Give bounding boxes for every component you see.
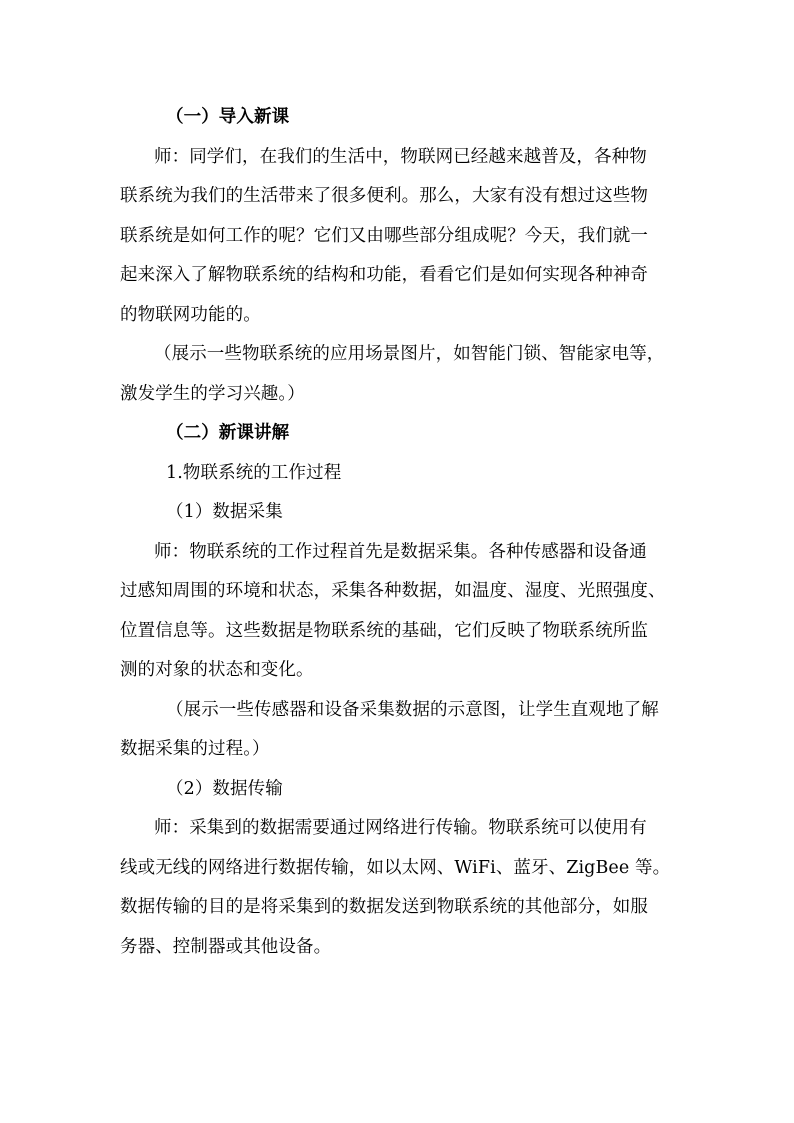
paragraph-line: 起来深入了解物联系统的结构和功能，看看它们是如何实现各种神奇 <box>120 265 648 285</box>
section-heading-lecture: （二）新课讲解 <box>166 423 290 443</box>
paragraph-line: 的物联网功能的。 <box>120 304 261 325</box>
paragraph-line: （展示一些物联系统的应用场景图片，如智能门锁、智能家电等， <box>154 344 665 364</box>
paragraph-line: 数据采集的过程。） <box>120 739 270 759</box>
paragraph-line: 务器、控制器或其他设备。 <box>120 936 332 957</box>
paragraph-line: 数据传输的目的是将采集到的数据发送到物联系统的其他部分，如服 <box>120 897 648 917</box>
paragraph-line: 师：采集到的数据需要通过网络进行传输。物联系统可以使用有 <box>154 818 647 838</box>
subheading-work-process: 1.物联系统的工作过程 <box>166 462 342 483</box>
paragraph-line: 师：物联系统的工作过程首先是数据采集。各种传感器和设备通 <box>154 541 647 562</box>
paragraph-line: 过感知周围的环境和状态，采集各种数据，如温度、湿度、光照强度、 <box>120 581 666 601</box>
section-heading-intro: （一）导入新课 <box>166 107 290 127</box>
document-body <box>120 98 676 967</box>
subheading-data-transmission: （2）数据传输 <box>166 778 283 799</box>
paragraph-line: 线或无线的网络进行数据传输，如以太网、WiFi、蓝牙、ZigBee 等。 <box>120 857 671 878</box>
paragraph-line: 激发学生的学习兴趣。） <box>120 383 305 404</box>
paragraph-line: 位置信息等。这些数据是物联系统的基础，它们反映了物联系统所监 <box>120 620 648 641</box>
paragraph-line: 师：同学们，在我们的生活中，物联网已经越来越普及，各种物 <box>154 146 647 167</box>
subheading-data-collection: （1）数据采集 <box>166 502 283 522</box>
paragraph-line: 联系统是如何工作的呢？它们又由哪些部分组成呢？今天，我们就一 <box>120 225 648 246</box>
paragraph-line: （展示一些传感器和设备采集数据的示意图，让学生直观地了解 <box>166 699 659 720</box>
paragraph-line: 测的对象的状态和变化。 <box>120 660 314 680</box>
paragraph-line: 联系统为我们的生活带来了很多便利。那么，大家有没有想过这些物 <box>120 186 648 206</box>
